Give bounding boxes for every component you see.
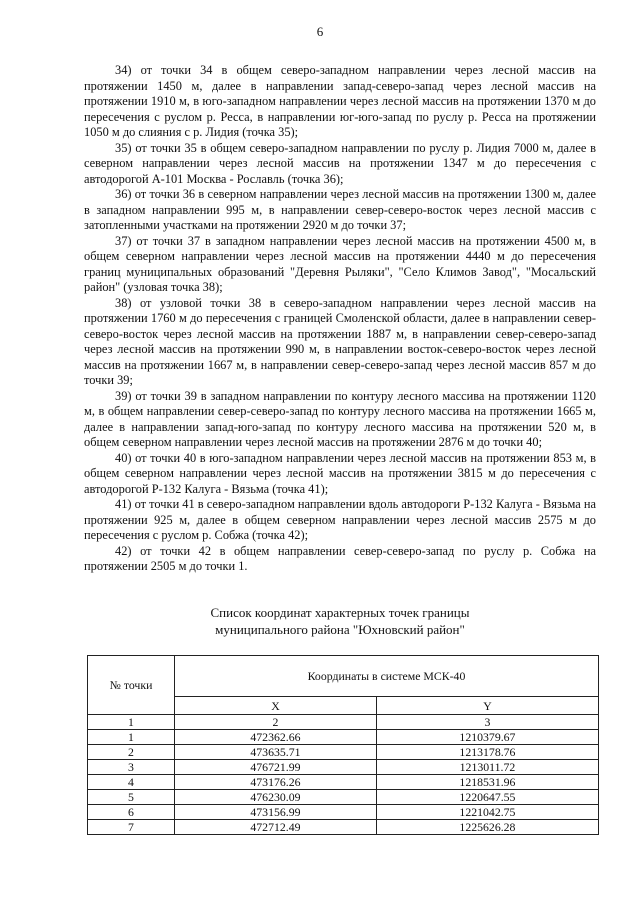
x-cell: 473635.71 <box>175 745 377 760</box>
table-row <box>88 745 599 760</box>
point-number-cell: 6 <box>88 805 175 820</box>
point-number-cell: 2 <box>88 745 175 760</box>
x-cell: 472712.49 <box>175 820 377 835</box>
point-number-cell: 7 <box>88 820 175 835</box>
header-coordinate-system: Координаты в системе МСК-40 <box>175 656 599 697</box>
paragraph-point-40: 40) от точки 40 в юго-западном направлении через лесной массив на протяжении 853 м, в общем северном направлении через лесной массив на протяжении 3815 м до пересечения с автодорогой Р-132 Калуга - Вязьма (точка 41); <box>84 450 596 496</box>
x-cell: 476721.99 <box>175 760 377 775</box>
x-cell: 473156.99 <box>175 805 377 820</box>
paragraph-point-35: 35) от точки 35 в общем северо-западном направлении по руслу р. Лидия 7000 м, далее в северном направлении через лесной массив на протяжении 1347 м до пересечения с автодорогой А-101 Москва - Рославль (точка 36); <box>84 140 596 186</box>
header-point-number: № точки <box>88 656 175 715</box>
y-cell: 1213178.76 <box>376 745 598 760</box>
point-number-cell: 5 <box>88 790 175 805</box>
coordinates-table <box>87 655 599 835</box>
y-cell: 1218531.96 <box>376 775 598 790</box>
paragraph-point-42: 42) от точки 42 в общем направлении север-северо-запад по руслу р. Собжа на протяжении 2505 м до точки 1. <box>84 543 596 573</box>
coordinates-list-title <box>84 604 596 638</box>
index-cell: 2 <box>175 715 377 730</box>
table-row <box>88 760 599 775</box>
y-cell: 1221042.75 <box>376 805 598 820</box>
index-cell: 3 <box>376 715 598 730</box>
list-title-line-1: Список координат характерных точек границы <box>210 605 470 620</box>
y-cell: 1213011.72 <box>376 760 598 775</box>
paragraph-point-37: 37) от точки 37 в западном направлении через лесной массив на протяжении 4500 м, в общем северном направлении через лесной массив на протяжении 4440 м до пересечения границ муниципальных образований "Деревня Рыляки", "Село Климов Завод", "Мосальский район" (узловая точка 38); <box>84 233 596 294</box>
x-cell: 473176.26 <box>175 775 377 790</box>
paragraph-point-38: 38) от узловой точки 38 в северо-западном направлении через лесной массив на протяжении 1760 м до пересечения с границей Смоленской области, далее в направлении север-северо-восток через лесной массив на протяжении 1887 м, в направлении север-северо-запад через лесной массив на протяжении 990 м, в направлении восток-северо-восток через лесной массив на протяжении 1667 м, в направлении север-северо-запад через лесной массив 857 м до точки 39; <box>84 295 596 387</box>
x-cell: 472362.66 <box>175 730 377 745</box>
point-number-cell: 4 <box>88 775 175 790</box>
column-index-row <box>88 715 599 730</box>
header-x: X <box>175 697 377 715</box>
paragraph-point-36: 36) от точки 36 в северном направлении через лесной массив на протяжении 1300 м, далее в западном направлении 995 м, в направлении север-северо-восток через лесной массив с затопленными участками на протяжении 2920 м до точки 37; <box>84 187 596 232</box>
y-cell: 1225626.28 <box>376 820 598 835</box>
page-number: 6 <box>316 24 324 39</box>
table-row <box>88 775 599 790</box>
point-number-cell: 3 <box>88 760 175 775</box>
table-row <box>88 805 599 820</box>
paragraph-point-34: 34) от точки 34 в общем северо-западном направлении через лесной массив на протяжении 1450 м, далее в направлении запад-северо-запад через лесной массив на протяжении 1910 м, в юго-западном направлении через лесной массив на протяжении 1370 м до пересечения с руслом р. Ресса, в направлении юг-юго-запад по руслу р. Ресса на протяжении 1050 м до слияния с р. Лидия (точка 35); <box>84 63 596 139</box>
list-title-line-2: муниципального района "Юхновский район" <box>215 622 465 637</box>
boundary-description <box>84 63 596 575</box>
header-y: Y <box>376 697 598 715</box>
table-row <box>88 820 599 835</box>
paragraph-point-39: 39) от точки 39 в западном направлении по контуру лесного массива на протяжении 1120 м, в общем направлении север-северо-запад по контуру лесного массива на протяжении 1665 м, далее в направлении запад-юго-запад по контуру лесного массива на протяжении 520 м, в общем северном направлении через лесной массив на протяжении 2876 м до точки 40; <box>84 388 596 449</box>
y-cell: 1210379.67 <box>376 730 598 745</box>
table-row <box>88 730 599 745</box>
x-cell: 476230.09 <box>175 790 377 805</box>
index-cell: 1 <box>88 715 175 730</box>
point-number-cell: 1 <box>88 730 175 745</box>
paragraph-point-41: 41) от точки 41 в северо-западном направлении вдоль автодороги Р-132 Калуга - Вязьма на протяжении 925 м, далее в общем северном направлении через лесной массив 2575 м до пересечения с руслом р. Собжа (точка 42); <box>84 497 596 542</box>
y-cell: 1220647.55 <box>376 790 598 805</box>
table-row <box>88 790 599 805</box>
